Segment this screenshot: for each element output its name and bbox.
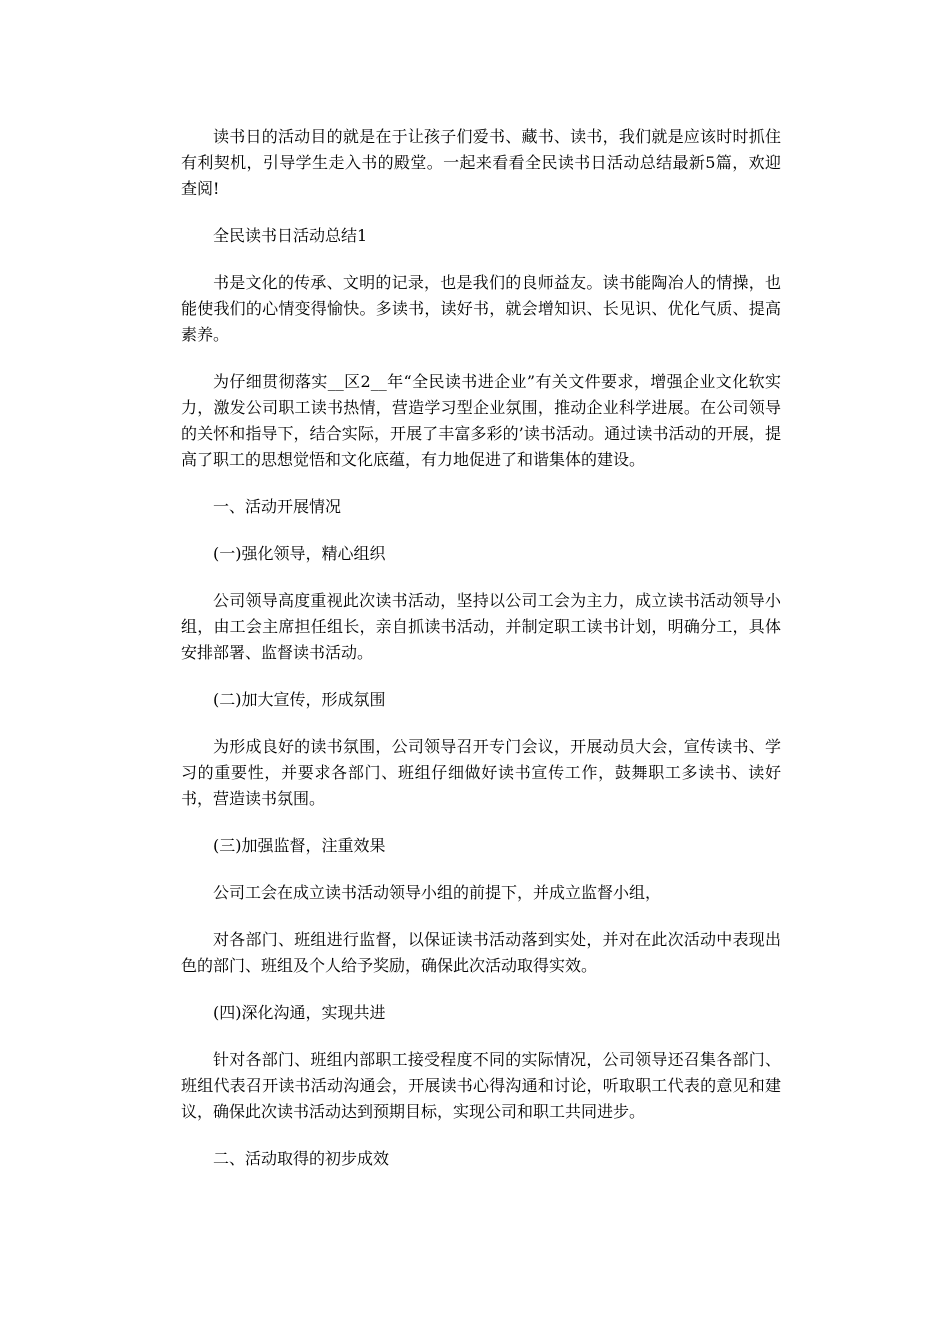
section-title: 全民读书日活动总结1: [213, 226, 368, 245]
body-paragraph: 公司领导高度重视此次读书活动，坚持以公司工会为主力，成立读书活动领导小组，由工会主席担任组长，亲自抓读书活动，并制定职工读书计划，明确分工，具体安排部署、监督读书活动。: [181, 591, 781, 662]
body-paragraph: 针对各部门、班组内部职工接受程度不同的实际情况，公司领导还召集各部门、班组代表召开读书活动沟通会，开展读书心得沟通和讨论，听取职工代表的意见和建议，确保此次读书活动达到预期目标，实现公司和职工共同进步。: [181, 1050, 781, 1121]
subsection-heading: (三)加强监督，注重效果: [213, 836, 386, 855]
document-page: [181, 124, 781, 1193]
subsection-heading: (一)强化领导，精心组织: [213, 544, 386, 563]
subsection-heading: (二)加大宣传，形成氛围: [213, 690, 386, 709]
body-paragraph: 对各部门、班组进行监督，以保证读书活动落到实处，并对在此次活动中表现出色的部门、班组及个人给予奖励，确保此次活动取得实效。: [181, 930, 781, 975]
section-heading: 二、活动取得的初步成效: [213, 1149, 390, 1168]
body-paragraph: 公司工会在成立读书活动领导小组的前提下，并成立监督小组，: [213, 883, 662, 902]
section-heading: 一、活动开展情况: [213, 497, 342, 516]
body-paragraph: 为仔细贯彻落实__区2__年“全民读书进企业”有关文件要求，增强企业文化软实力，激发公司职工读书热情，营造学习型企业氛围，推动企业科学进展。在公司领导的关怀和指导下，结合实际，开展了丰富多彩的’读书活动。通过读书活动的开展，提高了职工的思想觉悟和文化底蕴，有力地促进了和谐集体的建设。: [181, 372, 781, 469]
subsection-heading: (四)深化沟通，实现共进: [213, 1003, 386, 1022]
body-paragraph: 书是文化的传承、文明的记录，也是我们的良师益友。读书能陶冶人的情操，也能使我们的心情变得愉快。多读书，读好书，就会增知识、长见识、优化气质、提高素养。: [181, 273, 781, 344]
intro-paragraph: 读书日的活动目的就是在于让孩子们爱书、藏书、读书，我们就是应该时时抓住有利契机，引导学生走入书的殿堂。一起来看看全民读书日活动总结最新5篇，欢迎查阅!: [181, 127, 781, 198]
body-paragraph: 为形成良好的读书氛围，公司领导召开专门会议，开展动员大会，宣传读书、学习的重要性，并要求各部门、班组仔细做好读书宣传工作，鼓舞职工多读书、读好书，营造读书氛围。: [181, 737, 781, 808]
